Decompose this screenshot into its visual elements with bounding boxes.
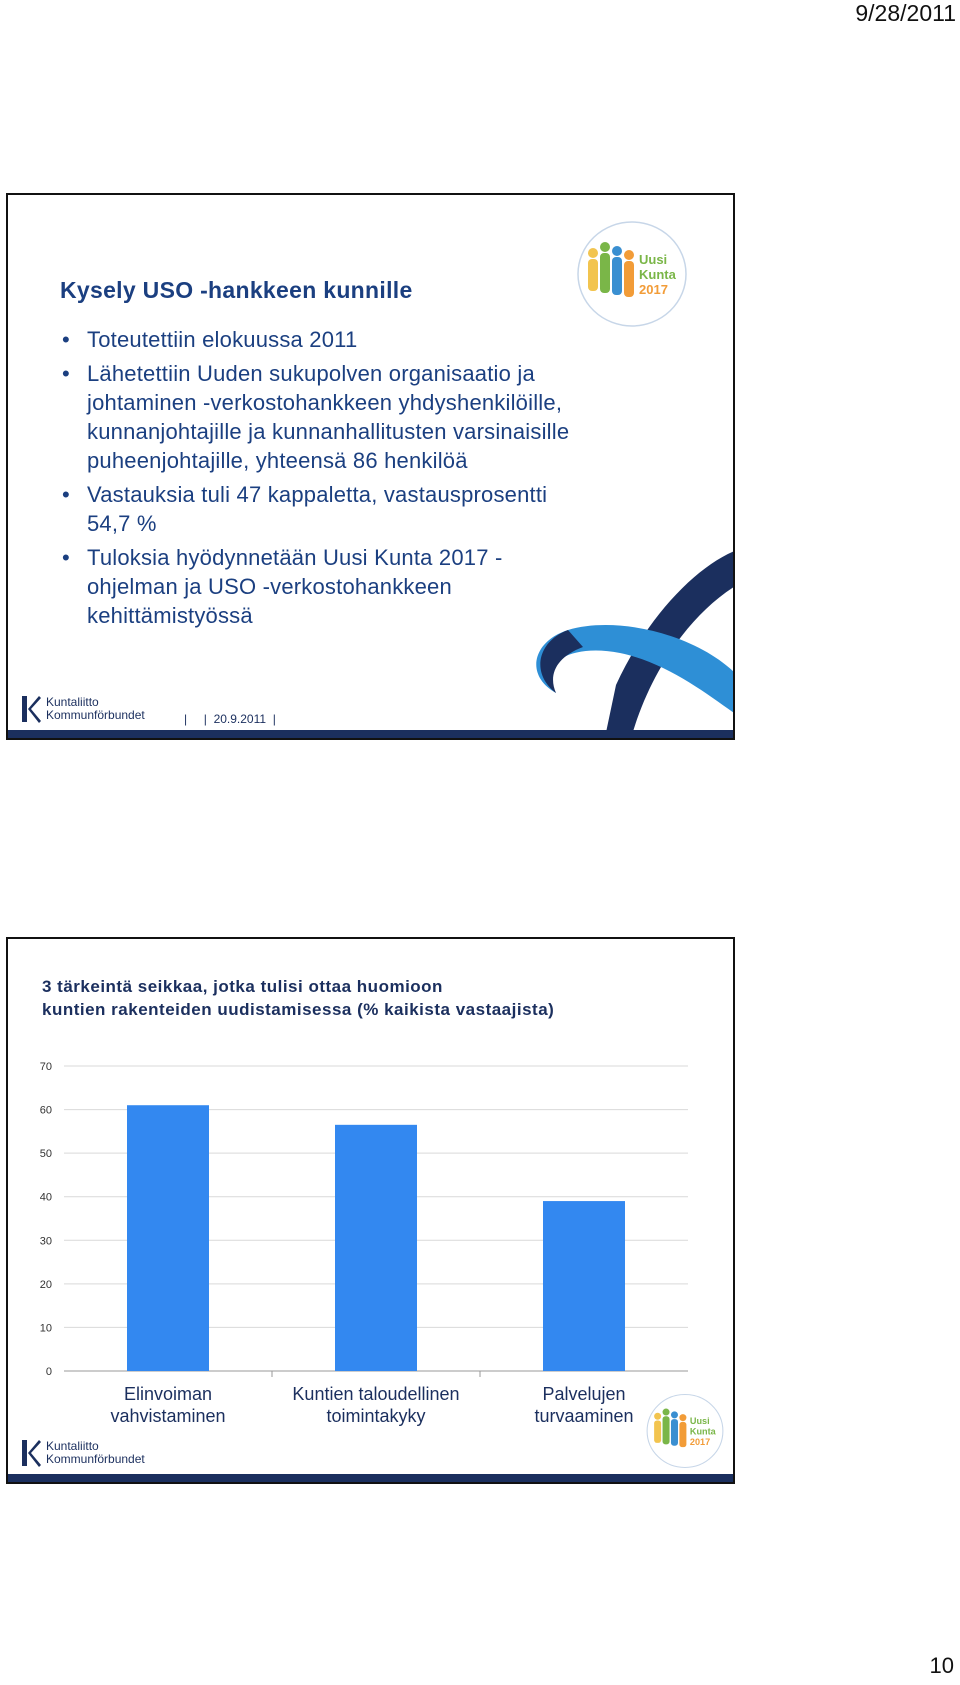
page-number: 10: [929, 1653, 954, 1678]
svg-text:2017: 2017: [639, 282, 668, 297]
uusi-kunta-2017-logo: [645, 1392, 725, 1470]
footer-bar: [8, 730, 733, 738]
bullet-item: • Vastauksia tuli 47 kappaletta, vastausprosentti 54,7 %: [62, 482, 548, 536]
bullet-icon: •: [62, 327, 70, 352]
footer-date: | | 20.9.2011 |: [184, 712, 276, 726]
bullet-item: • Lähetettiin Uuden sukupolven organisaatio ja johtaminen -verkostohankkeen yhdyshenkilöille, kunnanjohtajille ja kunnanhallitusten varsinaisille puheenjohtajille, yhteensä 86 henkilöä: [62, 361, 570, 473]
kuntaliitto-k-icon: [20, 694, 42, 724]
svg-text:Uusi: Uusi: [639, 252, 668, 267]
y-tick-label: 40: [39, 1191, 52, 1204]
y-tick-label: 70: [39, 1061, 52, 1073]
bullet-icon: •: [62, 545, 70, 570]
footer-bar: [8, 1474, 733, 1482]
kuntaliitto-k-icon: [20, 1438, 42, 1468]
y-tick-label: 20: [39, 1278, 52, 1291]
y-tick-label: 0: [45, 1366, 52, 1378]
kuntaliitto-logo: Kuntaliitto Kommunförbundet: [20, 1436, 145, 1470]
uusi-kunta-2017-logo: [575, 219, 689, 329]
x-category-label: Kuntien taloudellinen toimintakyky: [292, 1384, 460, 1426]
bar: [335, 1125, 417, 1371]
x-category-label: Palvelujen turvaaminen: [534, 1384, 634, 1426]
svg-text:2017: 2017: [689, 1437, 711, 1448]
slide-title: Kysely USO -hankkeen kunnille: [60, 277, 413, 303]
kuntaliitto-logo: Kuntaliitto Kommunförbundet: [20, 692, 145, 726]
svg-text:Kunta: Kunta: [639, 267, 676, 282]
bullet-icon: •: [62, 482, 70, 507]
x-category-label: Elinvoiman vahvistaminen: [110, 1384, 226, 1426]
svg-text:Kunta: Kunta: [689, 1426, 716, 1437]
y-tick-label: 60: [39, 1104, 52, 1117]
y-tick-label: 10: [39, 1322, 52, 1335]
page-date: 9/28/2011: [855, 0, 956, 26]
bullet-icon: •: [62, 361, 70, 386]
bar: [127, 1105, 209, 1371]
bullet-list: [60, 325, 620, 635]
y-tick-label: 30: [39, 1235, 52, 1248]
slide-2: [6, 937, 735, 1484]
y-tick-label: 50: [39, 1148, 52, 1161]
svg-text:Uusi: Uusi: [689, 1415, 710, 1426]
bullet-item: • Toteutettiin elokuussa 2011: [62, 327, 358, 352]
chart-title: 3 tärkeintä seikkaa, jotka tulisi ottaa huomioon kuntien rakenteiden uudistamisessa (% kaikista vastaajista): [42, 977, 555, 1019]
bar: [543, 1201, 625, 1371]
slide-1: [6, 193, 735, 740]
bullet-item: • Tuloksia hyödynnetään Uusi Kunta 2017 - ohjelman ja USO -verkostohankkeen kehittämistyössä: [62, 545, 503, 628]
